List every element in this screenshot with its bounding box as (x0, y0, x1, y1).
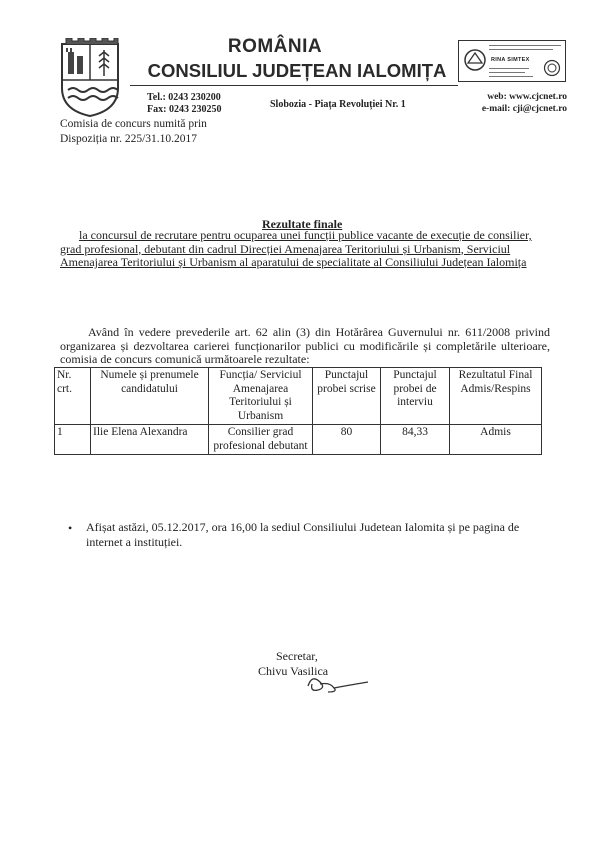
certification-seal-icon (543, 59, 561, 77)
posting-notice: Afișat astăzi, 05.12.2017, ora 16,00 la sediul Consiliului Judetean Ialomita și pe pagina de internet a instituției. (86, 520, 520, 549)
cell-function: Consilier grad profesional debutant (209, 425, 313, 455)
county-coat-of-arms-icon (58, 38, 122, 118)
cell-interview: 84,33 (381, 425, 450, 455)
cell-result: Admis (450, 425, 542, 455)
col-header-written: Punctajul probei scrise (313, 368, 381, 425)
secretary-title: Secretar, (276, 649, 318, 663)
certification-emblem-icon (463, 48, 487, 72)
commission-line: Comisia de concurs numită prin (60, 118, 207, 130)
certification-name: RINA SIMTEX (491, 57, 530, 63)
col-header-function: Funcția/ Serviciul Amenajarea Teritoriului și Urbanism (209, 368, 313, 425)
header-address: Slobozia - Piața Revoluției Nr. 1 (270, 99, 406, 110)
header-email: e-mail: cji@cjcnet.ro (481, 104, 567, 114)
commission-decision: Dispoziția nr. 225/31.10.2017 (60, 133, 198, 145)
table-header-row (55, 368, 542, 425)
certification-logo (458, 40, 566, 82)
commission-reference (60, 117, 207, 147)
header-rule (130, 85, 458, 86)
header-council-name: CONSILIUL JUDEȚEAN IALOMIȚA (147, 60, 447, 81)
document-subtitle: la concursul de recrutare pentru ocuparea unei funcții publice vacante de execuție de consilier, grad profesional, debutant din cadrul Direcției Amenajarea Teritoriului și Urbanism, Serviciul Amenajarea Teritoriului și Urbanism al aparatului de specialitate al Consiliului Județean Ialomița (60, 228, 532, 269)
intro-paragraph: Având în vedere prevederile art. 62 alin (3) din Hotărârea Guvernului nr. 611/2008 privind organizarea și dezvoltarea carierei funcționarilor publici cu modificările și completările ulterioare, comisia de concurs comunică următoarele rezultate: (60, 325, 550, 366)
col-header-nr: Nr. crt. (55, 368, 91, 425)
cell-written: 80 (313, 425, 381, 455)
table-row (55, 425, 542, 455)
header-country: ROMÂNIA (227, 36, 323, 57)
cell-name: Ilie Elena Alexandra (91, 425, 209, 455)
col-header-interview: Punctajul probei de interviu (381, 368, 450, 425)
signature-icon (300, 670, 370, 696)
header-phone: Tel.: 0243 230200 (147, 92, 221, 103)
document-title: Rezultate finale (262, 217, 343, 231)
header-web: web: www.cjcnet.ro (487, 92, 567, 102)
header-fax: Fax: 0243 230250 (147, 104, 222, 115)
results-table (54, 367, 542, 455)
cell-nr: 1 (55, 425, 91, 455)
secretary-name: Chivu Vasilica (258, 664, 329, 678)
col-header-name: Numele și prenumele candidatului (91, 368, 209, 425)
col-header-result: Rezultatul Final Admis/Respins (450, 368, 542, 425)
bullet-icon: • (68, 521, 73, 535)
